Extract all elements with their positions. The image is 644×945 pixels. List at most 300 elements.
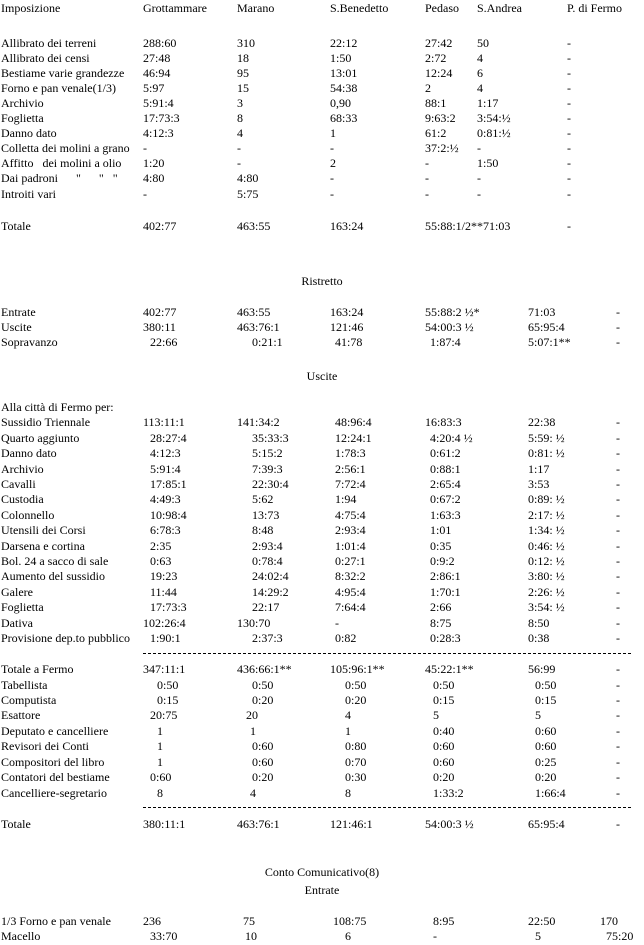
header-grottammare: Grottammare xyxy=(143,1,207,15)
cell-marano: 463:55 xyxy=(237,219,271,233)
cell-pedaso: 2:86:1 xyxy=(430,569,461,583)
cell-grottammare: 5:91:4 xyxy=(143,96,174,110)
table-row xyxy=(0,523,644,538)
dashed-divider xyxy=(143,807,631,808)
cell-p-di-fermo: - xyxy=(616,755,620,769)
cell-p-di-fermo: - xyxy=(567,187,571,201)
row-label: Utensili dei Corsi xyxy=(1,523,86,537)
cell-marano: 130:70 xyxy=(237,616,271,630)
cell-p-di-fermo: - xyxy=(616,431,620,445)
row-label: Totale a Fermo xyxy=(1,662,74,676)
table-row xyxy=(0,616,644,631)
uscite-heading: Uscite xyxy=(306,369,338,383)
cell-pedaso: 1:63:3 xyxy=(430,508,461,522)
cell-pedaso: 8:75 xyxy=(430,616,452,630)
cell-grottammare: 288:60 xyxy=(143,36,177,50)
cell-p-di-fermo: - xyxy=(616,678,620,692)
cell-sbenedetto: 1:50 xyxy=(330,51,352,65)
row-label: Bol. 24 a sacco di sale xyxy=(1,554,109,568)
header-p-di-fermo: P. di Fermo xyxy=(567,1,623,15)
cell-pedaso: 0:50 xyxy=(433,678,455,692)
cell-sandrea: 8:50 xyxy=(528,616,550,630)
cell-grottammare: 27:48 xyxy=(143,51,171,65)
cell-sbenedetto: - xyxy=(330,187,334,201)
cell-sandrea: 0:50 xyxy=(535,678,557,692)
cell-p-di-fermo: - xyxy=(616,462,620,476)
cell-grottammare: 19:23 xyxy=(150,569,178,583)
cell-sbenedetto: 12:24:1 xyxy=(335,431,372,445)
cell-pedaso: 0:40 xyxy=(433,724,455,738)
cell-sandrea: 5:07:1** xyxy=(528,335,571,349)
cell-marano: 2:93:4 xyxy=(252,539,283,553)
cell-sbenedetto: 54:38 xyxy=(330,81,358,95)
cell-pedaso: 0:60 xyxy=(433,739,455,753)
cell-sandrea: 6 xyxy=(477,66,483,80)
cell-sandrea: 65:95:4 xyxy=(528,320,565,334)
cell-grottammare: 380:11 xyxy=(143,320,176,334)
cell-sbenedetto: 7:64:4 xyxy=(335,600,366,614)
cell-marano: - xyxy=(237,141,241,155)
cell-pedaso: 54:00:3 ½ xyxy=(425,320,474,334)
table-row xyxy=(0,539,644,554)
cell-grottammare: 5:97 xyxy=(143,81,165,95)
cell-pedaso: 9:63:2 xyxy=(425,111,456,125)
cell-pedaso: 0:35 xyxy=(430,539,452,553)
cell-grottammare: 4:12:3 xyxy=(150,446,181,460)
cell-sbenedetto: 0:20 xyxy=(345,693,367,707)
cell-sandrea: 0:25 xyxy=(535,755,557,769)
cell-sbenedetto: 163:24 xyxy=(330,305,364,319)
cell-p-di-fermo: - xyxy=(616,508,620,522)
cell-grottammare: 1 xyxy=(157,755,163,769)
cell-marano: 4 xyxy=(237,126,243,140)
cell-pedaso: 2:72 xyxy=(425,51,447,65)
cell-sandrea: 0:60 xyxy=(535,739,557,753)
cell-pedaso: 1:01 xyxy=(430,523,452,537)
cell-p-di-fermo: - xyxy=(567,96,571,110)
cell-sandrea: 0:46: ½ xyxy=(528,539,565,553)
cell-marano: 14:29:2 xyxy=(252,585,289,599)
cell-sandrea: 3:54:½ xyxy=(477,111,511,125)
header-marano: Marano xyxy=(237,1,275,15)
cell-pedaso: - xyxy=(433,929,437,943)
cell-p-di-fermo: - xyxy=(616,569,620,583)
cell-sbenedetto: - xyxy=(335,616,339,630)
cell-grottammare: 4:49:3 xyxy=(150,492,181,506)
cell-sandrea: 71:03 xyxy=(528,305,556,319)
cell-grottammare: 1:20 xyxy=(143,156,165,170)
cell-marano: 1 xyxy=(250,724,256,738)
cell-marano: 0:50 xyxy=(252,678,274,692)
row-label: Introiti vari xyxy=(1,187,56,201)
cell-sbenedetto: 68:33 xyxy=(330,111,358,125)
cell-pedaso: 5 xyxy=(433,708,439,722)
cell-marano: 0:20 xyxy=(252,693,274,707)
cell-p-di-fermo: - xyxy=(616,335,620,349)
cell-sbenedetto: 0,90 xyxy=(330,96,351,110)
cell-pedaso: 2:65:4 xyxy=(430,477,461,491)
cell-grottammare: - xyxy=(143,141,147,155)
cell-pedaso: 0:88:1 xyxy=(430,462,461,476)
cell-marano: 18 xyxy=(237,51,249,65)
cell-pedaso: 8:95 xyxy=(433,914,455,928)
cell-sandrea: 5 xyxy=(535,929,541,943)
row-label: Colonnello xyxy=(1,508,55,522)
cell-grottammare: 20:75 xyxy=(150,708,178,722)
cell-marano: 8:48 xyxy=(252,523,274,537)
cell-grottammare: 28:27:4 xyxy=(150,431,187,445)
cell-grottammare: 17:73:3 xyxy=(143,111,180,125)
row-label: Cavalli xyxy=(1,477,36,491)
row-label: Tabellista xyxy=(1,678,48,692)
table-row xyxy=(0,914,644,929)
cell-sbenedetto: 7:72:4 xyxy=(335,477,366,491)
row-label: Esattore xyxy=(1,708,41,722)
cell-sbenedetto: 4:75:4 xyxy=(335,508,366,522)
cell-marano: 2:37:3 xyxy=(252,631,283,645)
cell-sbenedetto: 8:32:2 xyxy=(335,569,366,583)
table-row xyxy=(0,126,644,141)
row-label: Allibrato dei terreni xyxy=(1,36,97,50)
cell-sandrea: 50 xyxy=(477,36,489,50)
cell-p-di-fermo: - xyxy=(616,786,620,800)
cell-grottammare: 10:98:4 xyxy=(150,508,187,522)
table-row xyxy=(0,477,644,492)
cell-grottammare: 11:44 xyxy=(150,585,177,599)
cell-grottammare: 6:78:3 xyxy=(150,523,181,537)
cell-pedaso: 27:42 xyxy=(425,36,453,50)
cell-sbenedetto: 108:75 xyxy=(333,914,367,928)
cell-grottammare: 1:90:1 xyxy=(150,631,181,645)
cell-sbenedetto: 0:50 xyxy=(345,678,367,692)
cell-grottammare: 236 xyxy=(143,914,161,928)
cell-p-di-fermo: - xyxy=(616,554,620,568)
uscite-intro xyxy=(0,400,644,415)
cell-p-di-fermo: - xyxy=(616,708,620,722)
cell-sandrea: 0:12: ½ xyxy=(528,554,565,568)
table-row xyxy=(0,187,644,202)
conto-subheading: Entrate xyxy=(304,883,340,897)
cell-sbenedetto: - xyxy=(330,141,334,155)
table-row xyxy=(0,305,644,320)
table-row xyxy=(0,569,644,584)
table-row xyxy=(0,600,644,615)
table-row xyxy=(0,51,644,66)
cell-pedaso: 0:60 xyxy=(433,755,455,769)
row-label: 1/3 Forno e pan venale xyxy=(1,914,111,928)
conto-heading: Conto Comunicativo(8) xyxy=(264,865,380,879)
cell-marano: 20 xyxy=(246,708,258,722)
cell-grottammare: 0:50 xyxy=(157,678,179,692)
totale-row xyxy=(0,817,644,832)
table-row xyxy=(0,631,644,646)
cell-marano: 141:34:2 xyxy=(237,415,280,429)
cell-sbenedetto: - xyxy=(330,171,334,185)
row-label: Foglietta xyxy=(1,111,44,125)
cell-sbenedetto: 2 xyxy=(330,156,336,170)
cell-p-di-fermo: - xyxy=(616,585,620,599)
table-row xyxy=(0,111,644,126)
table-row xyxy=(0,929,644,944)
cell-sbenedetto: 163:24 xyxy=(330,219,364,233)
totale-row xyxy=(0,219,644,234)
cell-pedaso: 0:20 xyxy=(433,770,455,784)
cell-sandrea: 1:50 xyxy=(477,156,499,170)
cell-p-di-fermo: - xyxy=(616,739,620,753)
cell-grottammare: 0:60 xyxy=(150,770,172,784)
row-label: Forno e pan venale(1/3) xyxy=(1,81,116,95)
header-pedaso: Pedaso xyxy=(425,1,459,15)
cell-p-di-fermo: - xyxy=(616,600,620,614)
row-label: Provisione dep.to pubblico xyxy=(1,631,130,645)
ristretto-heading: Ristretto xyxy=(301,274,343,288)
table-row xyxy=(0,335,644,350)
row-label: Dativa xyxy=(1,616,33,630)
cell-pedaso: 88:1 xyxy=(425,96,447,110)
cell-pedaso: 1:70:1 xyxy=(430,585,461,599)
table-row xyxy=(0,320,644,335)
cell-pedaso: 2:66 xyxy=(430,600,452,614)
cell-p-di-fermo: - xyxy=(616,770,620,784)
cell-pedaso: 0:28:3 xyxy=(430,631,461,645)
cell-p-di-fermo: - xyxy=(567,171,571,185)
cell-marano: 310 xyxy=(237,36,255,50)
cell-p-di-fermo: - xyxy=(616,415,620,429)
cell-pedaso: 55:88:2 ½* xyxy=(425,305,480,319)
table-row xyxy=(0,755,644,770)
cell-sbenedetto: 0:80 xyxy=(345,739,367,753)
cell-pedaso: 1:87:4 xyxy=(430,335,461,349)
cell-sbenedetto: 22:12 xyxy=(330,36,358,50)
cell-sandrea: - xyxy=(477,171,481,185)
cell-sbenedetto: 121:46:1 xyxy=(330,817,373,831)
cell-grottammare: 17:73:3 xyxy=(150,600,187,614)
cell-p-di-fermo: - xyxy=(616,477,620,491)
cell-marano: 22:17 xyxy=(252,600,280,614)
cell-grottammare: 2:35 xyxy=(150,539,172,553)
cell-marano: 463:76:1 xyxy=(237,320,280,334)
cell-p-di-fermo: - xyxy=(616,631,620,645)
cell-grottammare: 380:11:1 xyxy=(143,817,186,831)
cell-sandrea: 0:15 xyxy=(535,693,557,707)
cell-pedaso: 0:9:2 xyxy=(430,554,455,568)
cell-sandrea: - xyxy=(477,187,481,201)
table-row xyxy=(0,724,644,739)
cell-sandrea: 1:17 xyxy=(477,96,499,110)
cell-grottammare: 17:85:1 xyxy=(150,477,187,491)
cell-marano: 4:80 xyxy=(237,171,259,185)
cell-sbenedetto: 1:78:3 xyxy=(335,446,366,460)
cell-sbenedetto: 121:46 xyxy=(330,320,364,334)
table-row xyxy=(0,415,644,430)
cell-p-di-fermo: 75:20 xyxy=(606,929,634,943)
cell-sandrea: 3:53 xyxy=(528,477,550,491)
row-label: Contatori del bestiame xyxy=(1,770,110,784)
row-label: Galere xyxy=(1,585,33,599)
cell-sbenedetto: 4 xyxy=(345,708,351,722)
table-row xyxy=(0,446,644,461)
row-label: Deputato e cancelliere xyxy=(1,724,109,738)
table-row xyxy=(0,786,644,801)
cell-pedaso: 45:22:1** xyxy=(425,662,474,676)
cell-sandrea: 0:20 xyxy=(535,770,557,784)
cell-marano: - xyxy=(237,156,241,170)
cell-marano: 5:75 xyxy=(237,187,259,201)
cell-sbenedetto: 0:70 xyxy=(345,755,367,769)
row-label: Colletta dei molini a grano xyxy=(1,141,130,155)
header-sandrea: S.Andrea xyxy=(477,1,522,15)
cell-marano: 15 xyxy=(237,81,249,95)
cell-pedaso: 54:00:3 ½ xyxy=(425,817,474,831)
cell-grottammare: 46:94 xyxy=(143,66,171,80)
table-row xyxy=(0,66,644,81)
cell-p-di-fermo: - xyxy=(567,66,571,80)
cell-pedaso: 0:67:2 xyxy=(430,492,461,506)
cell-sandrea: 2:26: ½ xyxy=(528,585,565,599)
cell-pedaso: 16:83:3 xyxy=(425,415,462,429)
cell-p-di-fermo: - xyxy=(616,539,620,553)
cell-sbenedetto: 8 xyxy=(345,786,351,800)
cell-grottammare: 22:66 xyxy=(150,335,178,349)
row-label: Danno dato xyxy=(1,446,57,460)
row-label: Affitto dei molini a olio xyxy=(1,156,122,170)
row-label: Totale xyxy=(1,817,31,831)
cell-pedaso: 1:33:2 xyxy=(433,786,464,800)
cell-sandrea: 22:38 xyxy=(528,415,556,429)
cell-sbenedetto: 1:94 xyxy=(335,492,357,506)
cell-marano: 0:60 xyxy=(252,739,274,753)
cell-grottammare: - xyxy=(143,187,147,201)
cell-marano: 13:73 xyxy=(252,508,280,522)
table-row xyxy=(0,678,644,693)
cell-grottammare: 0:63 xyxy=(150,554,172,568)
cell-sandrea: 4 xyxy=(477,51,483,65)
cell-sandrea: 1:34: ½ xyxy=(528,523,565,537)
cell-sandrea: 0:60 xyxy=(535,724,557,738)
cell-marano: 10 xyxy=(245,929,257,943)
cell-marano: 5:15:2 xyxy=(252,446,283,460)
cell-p-di-fermo: - xyxy=(567,141,571,155)
cell-marano: 22:30:4 xyxy=(252,477,289,491)
cell-marano: 4 xyxy=(250,786,256,800)
cell-marano: 75 xyxy=(243,914,255,928)
row-label: Entrate xyxy=(1,305,36,319)
cell-sandrea: 22:50 xyxy=(528,914,556,928)
cell-p-di-fermo: - xyxy=(616,817,620,831)
cell-sandrea: - xyxy=(477,141,481,155)
cell-p-di-fermo: - xyxy=(616,693,620,707)
cell-p-di-fermo: - xyxy=(567,156,571,170)
cell-sandrea: 3:54: ½ xyxy=(528,600,565,614)
cell-marano: 436:66:1** xyxy=(237,662,292,676)
header-sbenedetto: S.Benedetto xyxy=(330,1,389,15)
row-label: Bestiame varie grandezze xyxy=(1,66,125,80)
row-label: Compositori del libro xyxy=(1,755,105,769)
cell-grottammare: 33:70 xyxy=(150,929,178,943)
table-row xyxy=(0,141,644,156)
cell-marano: 5:62 xyxy=(252,492,274,506)
table-row xyxy=(0,81,644,96)
cell-sbenedetto: 4:95:4 xyxy=(335,585,366,599)
table-row xyxy=(0,770,644,785)
cell-sbenedetto: 2:56:1 xyxy=(335,462,366,476)
cell-grottammare: 113:11:1 xyxy=(143,415,185,429)
table-row xyxy=(0,708,644,723)
cell-pedaso: 61:2 xyxy=(425,126,447,140)
table-row xyxy=(0,508,644,523)
cell-marano: 0:60 xyxy=(252,755,274,769)
cell-sandrea: 2:17: ½ xyxy=(528,508,565,522)
cell-grottammare: 347:11:1 xyxy=(143,662,186,676)
cell-pedaso: 0:15 xyxy=(433,693,455,707)
cell-grottammare: 5:91:4 xyxy=(150,462,181,476)
cell-pedaso: - xyxy=(425,156,429,170)
cell-sandrea: 0:81:½ xyxy=(477,126,511,140)
row-label: Aumento del sussidio xyxy=(1,569,105,583)
header-row xyxy=(0,1,644,16)
cell-marano: 95 xyxy=(237,66,249,80)
cell-grottammare: 102:26:4 xyxy=(143,616,186,630)
cell-pedaso: - xyxy=(425,187,429,201)
cell-grottammare: 8 xyxy=(157,786,163,800)
cell-p-di-fermo: - xyxy=(616,320,620,334)
cell-pedaso: 12:24 xyxy=(425,66,453,80)
cell-pedaso: 4:20:4 ½ xyxy=(430,431,473,445)
cell-pedaso: 55:88:1/2**71:03 xyxy=(425,219,511,233)
cell-marano: 3 xyxy=(237,96,243,110)
cell-sandrea: 0:81: ½ xyxy=(528,446,565,460)
row-label: Totale xyxy=(1,219,31,233)
row-label: Darsena e cortina xyxy=(1,539,85,553)
cell-grottammare: 1 xyxy=(157,739,163,753)
cell-p-di-fermo: - xyxy=(616,523,620,537)
cell-marano: 0:21:1 xyxy=(252,335,283,349)
cell-pedaso: - xyxy=(425,171,429,185)
table-row xyxy=(0,462,644,477)
cell-marano: 24:02:4 xyxy=(252,569,289,583)
cell-p-di-fermo: - xyxy=(616,492,620,506)
cell-pedaso: 2 xyxy=(425,81,431,95)
cell-sbenedetto: 0:30 xyxy=(345,770,367,784)
cell-grottammare: 402:77 xyxy=(143,305,177,319)
cell-p-di-fermo: - xyxy=(616,662,620,676)
cell-p-di-fermo: - xyxy=(616,616,620,630)
cell-grottammare: 4:12:3 xyxy=(143,126,174,140)
cell-p-di-fermo: - xyxy=(567,126,571,140)
row-label: Cancelliere-segretario xyxy=(1,786,107,800)
cell-sbenedetto: 0:82 xyxy=(335,631,357,645)
cell-marano: 7:39:3 xyxy=(252,462,283,476)
row-label: Danno dato xyxy=(1,126,57,140)
row-label: Archivio xyxy=(1,462,44,476)
cell-p-di-fermo: 170 xyxy=(600,914,618,928)
cell-marano: 0:20 xyxy=(252,770,274,784)
cell-sandrea: 0:38 xyxy=(528,631,550,645)
cell-grottammare: 402:77 xyxy=(143,219,177,233)
cell-sbenedetto: 13:01 xyxy=(330,66,358,80)
dashed-divider xyxy=(143,653,631,654)
cell-sbenedetto: 2:93:4 xyxy=(335,523,366,537)
row-label: Quarto aggiunto xyxy=(1,431,80,445)
row-label: Archivio xyxy=(1,96,44,110)
row-label: Custodia xyxy=(1,492,44,506)
row-label: Uscite xyxy=(1,320,32,334)
cell-marano: 35:33:3 xyxy=(252,431,289,445)
cell-sbenedetto: 48:96:4 xyxy=(335,415,372,429)
cell-p-di-fermo: - xyxy=(567,111,571,125)
cell-p-di-fermo: - xyxy=(616,305,620,319)
row-label: Sussidio Triennale xyxy=(1,415,91,429)
